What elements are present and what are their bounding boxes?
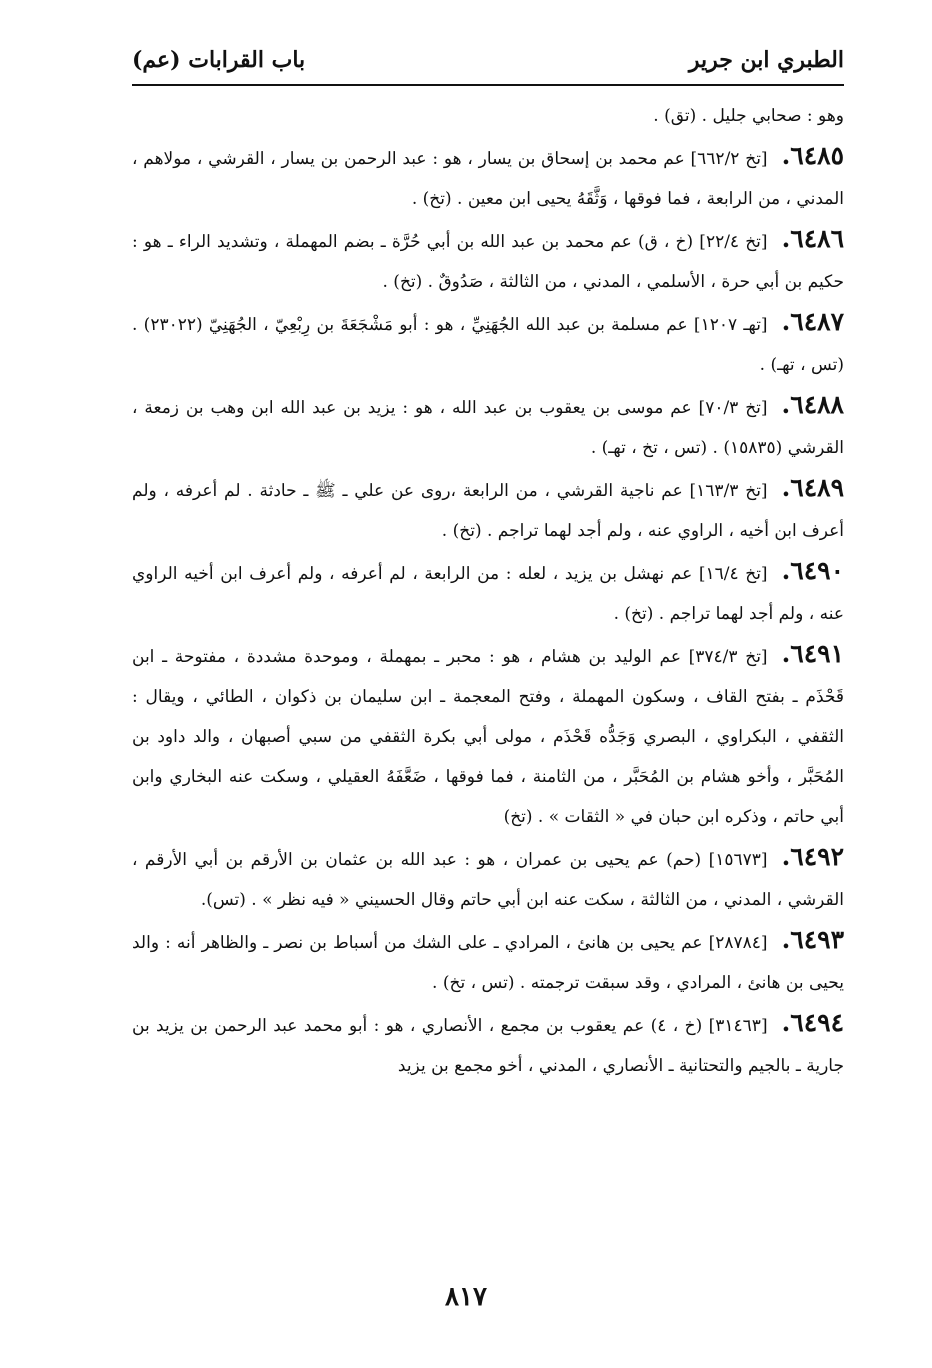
entry-text: [٣١٤٦٣] (خ ، ٤) عم يعقوب بن مجمع ، الأنصاري ، هو : أبو محمد عبد الرحمن بن يزيد بن جارية ـ بالجيم والتحتانية ـ الأنصاري ، المدني ، أخو مجمع بن يزيد <box>132 1016 844 1076</box>
header-book-title: الطبري ابن جرير <box>688 47 844 73</box>
entry-number: ٦٤٩٣. <box>781 925 844 954</box>
page-number: ٨١٧ <box>445 1282 487 1312</box>
entry-number: ٦٤٩٢. <box>781 842 844 871</box>
running-head <box>132 40 844 80</box>
entry-text: [تهـ ١٢٠٧] عم مسلمة بن عبد الله الجُهَنِيِّ ، هو : أبو مَشْجَعَةَ بن رِبْعِيّ ، الجُهَنِيّ (٢٣٠٢٢) . (تس ، تهـ) . <box>132 315 844 375</box>
entry-number: ٦٤٨٩. <box>781 473 844 502</box>
entry-text: [٢٨٧٨٤] عم يحيى بن هانئ ، المرادي ـ على الشك من أسباط بن نصر ـ والظاهر أنه : والد يحيى بن هانئ ، المرادي ، وقد سبقت ترجمته . (تس ، تخ) . <box>132 933 844 993</box>
entry-text: [١٥٦٧٣] (حم) عم يحيى بن عمران ، هو : عبد الله بن عثمان بن الأرقم بن أبي الأرقم ، القرشي ، المدني ، من الثالثة ، سكت عنه ابن أبي حاتم وقال الحسيني « فيه نظر » . (تس). <box>132 850 844 910</box>
entry-6489 <box>132 468 844 551</box>
entry-text: [تخ ٢٢/٤] (خ ، ق) عم محمد بن عبد الله بن أبي حُرَّة ـ بضم المهملة ، وتشديد الراء ـ هو : حكيم بن أبي حرة ، الأسلمي ، المدني ، من الثالثة ، صَدُوقٌ . (تخ) . <box>132 232 844 292</box>
page-body <box>132 96 844 1086</box>
entry-text: [تخ ٦٦٢/٢] عم محمد بن إسحاق بن يسار ، هو : عبد الرحمن بن يسار ، القرشي ، مولاهم ، المدني ، من الرابعة ، فما فوقها ، وَثَّقَهُ يحيى ابن معين . (تخ) . <box>132 149 844 209</box>
entry-number: ٦٤٩١. <box>781 639 845 668</box>
entry-number: ٦٤٨٨. <box>781 390 844 419</box>
header-rule <box>132 84 844 86</box>
entry-6494 <box>132 1003 844 1086</box>
entry-text: [تخ ١٦٣/٣] عم ناجية القرشي ، من الرابعة ،روى عن علي ـ ﷺ ـ حادثة . لم أعرفه ، ولم أعرف ابن أخيه ، الراوي عنه ، ولم أجد لهما تراجم . (تخ) . <box>132 481 844 541</box>
entry-6488 <box>132 385 844 468</box>
entry-text: [تخ ٣٧٤/٣] عم الوليد بن هشام ، هو : محبر ـ بمهملة ، وموحدة مشددة ، مفتوحة ـ ابن قَحْذَم ـ بفتح القاف ، وسكون المهملة ، وفتح المعجمة ـ ابن سليمان بن ذكوان ، الطائي ، ويقال : الثقفي ، البكراوي ، البصري وَجَدُّه قَحْذَم ، مولى أبي بكرة الثقفي من سبي أصبهان ، والد داود بن المُحَبَّر ، وأخو هشام بن المُحَبَّر ، من الثامنة ، فما فوقها ، ضَعَّفَهُ العقيلي ، وسكت عنه البخاري وابن أبي حاتم ، وذكره ابن حبان في « الثقات » . (تخ) <box>132 647 844 827</box>
entry-number: ٦٤٨٦. <box>781 224 844 253</box>
entry-number: ٦٤٨٥. <box>781 141 844 170</box>
entry-number: ٦٤٩٤. <box>781 1008 845 1037</box>
entry-6487 <box>132 302 844 385</box>
entry-6490 <box>132 551 844 634</box>
entry-number: ٦٤٨٧. <box>781 307 844 336</box>
entry-6492 <box>132 837 844 920</box>
entry-6486 <box>132 219 844 302</box>
entry-continuation <box>132 96 844 136</box>
entry-6493 <box>132 920 844 1003</box>
entry-number: ٦٤٩٠. <box>781 556 844 585</box>
header-chapter-title: باب القرابات (عم) <box>132 47 306 73</box>
entry-text: وهو : صحابي جليل . (تق) . <box>653 106 844 126</box>
entry-6491 <box>132 634 844 837</box>
entry-6485 <box>132 136 844 219</box>
entry-text: [تخ ٧٠/٣] عم موسى بن يعقوب بن عبد الله ، هو : يزيد بن عبد الله ابن وهب بن زمعة ، القرشي (١٥٨٣٥) . (تس ، تخ ، تهـ) . <box>132 398 844 458</box>
entry-text: [تخ ١٦/٤] عم نهشل بن يزيد ، لعله : من الرابعة ، لم أعرفه ، ولم أعرف ابن أخيه الراوي عنه ، ولم أجد لهما تراجم . (تخ) . <box>132 564 844 624</box>
